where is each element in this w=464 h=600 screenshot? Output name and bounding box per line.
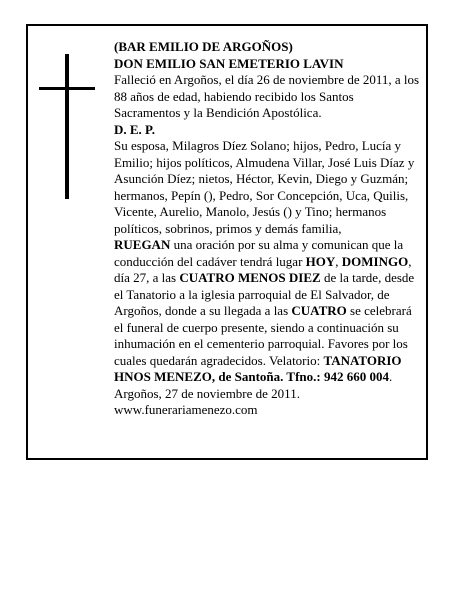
bar-name: (BAR EMILIO DE ARGOÑOS) — [114, 39, 293, 54]
hour-label: CUATRO MENOS DIEZ — [179, 270, 321, 285]
date-line: Argoños, 27 de noviembre de 2011. — [114, 385, 300, 401]
obituary-text — [114, 39, 422, 419]
cuatro-label: CUATRO — [291, 303, 347, 318]
website-link[interactable]: www.funerariamenezo.com — [114, 402, 258, 417]
deceased-name: DON EMILIO SAN EMETERIO LAVIN — [114, 55, 344, 71]
request-paragraph: RUEGAN una oración por su alma y comunican que la conducción del cadáver tendrá lugar HOY, DOMINGO, día 27, a las CUATRO MENOS DIEZ de la tarde, desde el Tanatorio a la iglesia parroquial de El Salvador, de Argoños, donde a su llegada a las CUATRO se celebrará el funeral de cuerpo presente, siendo a continuación su inhumación en el cementerio parroquial. Favores por los cuales quedarán agradecidos. Velatorio: TANATORIO HNOS MENEZO, de Santoña. Tfno.: 942 660 004. — [114, 237, 415, 384]
ruegan-label: RUEGAN — [114, 237, 171, 252]
cross-icon — [65, 54, 69, 199]
family-list: Su esposa, Milagros Díez Solano; hijos, Pedro, Lucía y Emilio; hijos políticos, Almudena Villar, José Luis Díaz y Asunción Díez; nietos, Héctor, Kevin, Diego y Guzmán; hermanos, Pepín (), Pedro, Sor Concepción, Uca, Quilis, Vicente, Aurelio, Manolo, Jesús () y Tino; hermanos políticos, sobrinos, primos y demás familia, — [114, 138, 415, 236]
velatorio-label: TANATORIO HNOS MENEZO, de Santoña. Tfno.: 942 660 004 — [114, 352, 402, 384]
hoy-label: HOY — [305, 253, 336, 269]
dep-label: D. E. P. — [114, 121, 156, 137]
death-notice: Falleció en Argoños, el día 26 de noviembre de 2011, a los 88 años de edad, habiendo recibido los Santos Sacramentos y la Bendición Apostólica. — [114, 72, 420, 120]
domingo-label: DOMINGO — [341, 253, 409, 269]
cross-icon-bar — [39, 87, 95, 90]
